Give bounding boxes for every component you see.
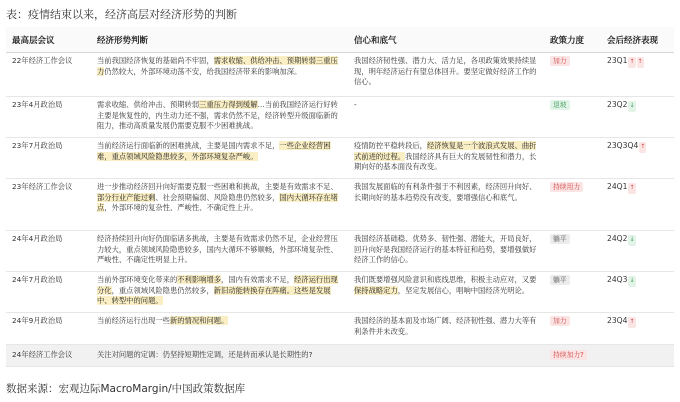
meeting-cell: 23年经济工作会议: [6, 179, 91, 231]
confidence-cell: [348, 53, 544, 97]
judgment-text: 仍然较大，外部环境动荡不安，给我国经济带来的影响加深。: [104, 66, 302, 76]
judgment-text: 部分行业产能过剩: [97, 192, 156, 202]
confidence-cell: [348, 138, 544, 179]
arrow-up-icon: ↑: [628, 317, 635, 328]
judgment-text: 经济运行出现分化: [97, 275, 338, 295]
policy-cell: [544, 272, 601, 313]
judgment-text: 新旧动能转换存在阵痛。这些是发展中、转型中的问题。: [97, 285, 331, 306]
confidence-text: 我国经济韧性强、潜力大、活力足，各项政策效果持续显现，明年经济运行有望总体回升。要坚定做好经济工作的信心。: [354, 56, 537, 87]
performance-cell: [601, 97, 674, 138]
confidence-cell: [348, 313, 544, 345]
quarter-label: 24Q1: [607, 182, 628, 191]
performance-cell: [601, 231, 674, 272]
confidence-cell: [348, 231, 544, 272]
confidence-text: 我国经济基础稳、优势多、韧性强、潜能大，开局良好，回升向好是我国经济运行的基本特征和趋势，要增强做好经济工作的信心。: [354, 234, 537, 265]
table-row: [6, 179, 674, 231]
judgment-text: 当前经济运行面临新的困难挑战，主要是国内需求不足，: [97, 141, 280, 150]
table-row: [6, 231, 674, 272]
quarter-label: 23Q4: [607, 316, 628, 325]
table-row: [6, 53, 674, 97]
policy-cell: [544, 179, 601, 231]
confidence-cell: [348, 179, 544, 231]
judgment-cell: [91, 179, 348, 231]
table-row: [6, 138, 674, 179]
table-row: [6, 345, 674, 367]
performance-cell: [601, 272, 674, 313]
meeting-cell: 23年7月政治局: [6, 138, 91, 179]
arrow-up-icon: ↑: [637, 57, 644, 68]
policy-cell: [544, 53, 601, 97]
meeting-cell: 24年经济工作会议: [6, 345, 91, 367]
confidence-text: -: [354, 100, 357, 109]
judgment-text: ，外部环境的复杂性、严峻性、不确定性上升。: [104, 203, 258, 213]
meeting-cell: 24年9月政治局: [6, 313, 91, 345]
quarter-label: 23Q1: [607, 56, 628, 65]
performance-cell: [601, 53, 674, 97]
confidence-text: 我们既要增强风险意识和底线思维，积极主动应对，又要: [354, 275, 537, 284]
table-row: [6, 313, 674, 345]
performance-cell: [601, 138, 674, 179]
confidence-text: 我国经济的基本面及市场广阔、经济韧性强、潜力大等有利条件并未改变。: [354, 316, 537, 336]
header-judgment: 经济形势判断: [91, 27, 348, 53]
policy-badge: 持续用力: [550, 182, 583, 192]
policy-badge: 躺平: [550, 234, 570, 244]
table-header-row: [6, 27, 674, 53]
table-caption: 表：疫情结束以来，经济高层对经济形势的判断: [6, 8, 237, 21]
data-source-note: 数据来源：宏观边际MacroMargin/中国政策数据库: [6, 383, 246, 395]
confidence-text: 保持战略定力: [354, 285, 398, 295]
arrow-up-icon: ↑: [628, 57, 635, 68]
header-meeting: 最高层会议: [6, 27, 91, 53]
judgment-text: ，国内有效需求不足，: [221, 275, 295, 284]
policy-badge: 躺平: [550, 275, 570, 285]
judgment-text: 不利影响增多: [177, 275, 222, 284]
confidence-text: 疫情防控平稳转段后，: [354, 141, 427, 150]
confidence-cell: [348, 345, 544, 367]
meeting-cell: 22年经济工作会议: [6, 53, 91, 97]
quarter-label: 24Q2: [607, 234, 628, 243]
judgment-text: 三重压力得到缓解: [199, 100, 258, 109]
quarter-label: 23Q2: [607, 100, 628, 109]
quarter-label: 24Q3: [607, 275, 628, 284]
judgment-cell: [91, 345, 348, 367]
policy-cell: [544, 97, 601, 138]
judgment-cell: [91, 313, 348, 345]
judgment-cell: [91, 272, 348, 313]
policy-badge: 加力: [550, 56, 570, 66]
judgment-text: 关注对问题的定调：仍坚持短期性定调，还是转而承认是长期性的?: [97, 350, 313, 360]
judgment-text: 当前我国经济恢复的基础尚不牢固，: [97, 56, 214, 65]
judgment-text: 需求收缩、供给冲击、预期转弱: [97, 100, 200, 109]
policy-cell: [544, 345, 601, 367]
header-policy: 政策力度: [544, 27, 601, 53]
judgment-text: …当前我国经济运行好转主要是恢复性的，内生动力还不强，需求仍然不足，经济转型升级面临新的阻力，推动高质量发展仍需要克服不少困难挑战。: [97, 100, 338, 131]
policy-cell: [544, 231, 601, 272]
policy-cell: [544, 138, 601, 179]
confidence-cell: [348, 272, 544, 313]
judgment-text: 当前经济运行出现一些: [97, 316, 170, 325]
judgment-cell: [91, 53, 348, 97]
table-body: [6, 53, 674, 367]
judgment-text: 、社会预期偏弱、风险隐患仍然较多，: [155, 192, 280, 202]
header-confidence: 信心和底气: [348, 27, 544, 53]
confidence-text: 经济恢复是一个波浪式发展、曲折式前进的过程。: [354, 141, 537, 161]
arrow-down-icon: ↓: [628, 276, 635, 287]
policy-badge: 退坡: [550, 100, 570, 110]
judgment-text: 需求收缩、供给冲击、预期转弱三重压力: [97, 56, 338, 76]
judgment-text: 进一步推动经济回升向好需要克服一些困难和挑战，主要是有效需求不足、: [97, 182, 338, 191]
judgment-text: 国内大循环存在堵点: [97, 192, 338, 213]
judgment-cell: [91, 97, 348, 138]
performance-cell: [601, 313, 674, 345]
judgment-text: 新的情况和问题。: [169, 316, 229, 325]
meeting-cell: 23年4月政治局: [6, 97, 91, 138]
header-performance: 会后经济表现: [601, 27, 674, 53]
quarter-label: 23Q3Q4: [607, 141, 639, 150]
confidence-text: ，坚定发展信心，唱响中国经济光明论。: [397, 285, 530, 295]
arrow-down-icon: ↓: [628, 235, 635, 246]
confidence-text: 我国发展面临的有利条件强于不利因素，经济回升向好、长期向好的基本趋势没有改变，要增强信心和底气。: [354, 182, 537, 202]
judgment-cell: [91, 231, 348, 272]
arrow-up-icon: ↑: [628, 183, 635, 194]
meeting-cell: 24年4月政治局: [6, 231, 91, 272]
meeting-cell: 24年7月政治局: [6, 272, 91, 313]
judgment-table: [6, 27, 674, 367]
judgment-cell: [91, 138, 348, 179]
judgment-text: ，重点领域风险隐患仍然较多，: [111, 285, 214, 295]
policy-badge: 加力: [550, 316, 570, 326]
policy-cell: [544, 313, 601, 345]
performance-cell: [601, 345, 674, 367]
confidence-cell: [348, 97, 544, 138]
confidence-text: 我国经济具有巨大的发展韧性和潜力，长期向好的基本面没有改变。: [354, 151, 537, 172]
arrow-up-icon: ↑: [639, 142, 646, 153]
judgment-text: 当前外部环境变化带来的: [97, 275, 178, 284]
policy-badge: 持续加力?: [550, 350, 587, 360]
arrow-down-icon: ↓: [628, 101, 635, 112]
judgment-text: 一些企业经营困难，重点领域风险隐患较多，外部环境复杂严峻。: [97, 141, 331, 161]
performance-cell: [601, 179, 674, 231]
table-row: [6, 272, 674, 313]
table-row: [6, 97, 674, 138]
judgment-text: 经济持续回升向好仍面临诸多挑战，主要是有效需求仍然不足，企业经营压力较大，重点领域风险隐患较多，国内大循环不够顺畅，外部环境复杂性、严峻性、不确定性明显上升。: [97, 234, 338, 265]
